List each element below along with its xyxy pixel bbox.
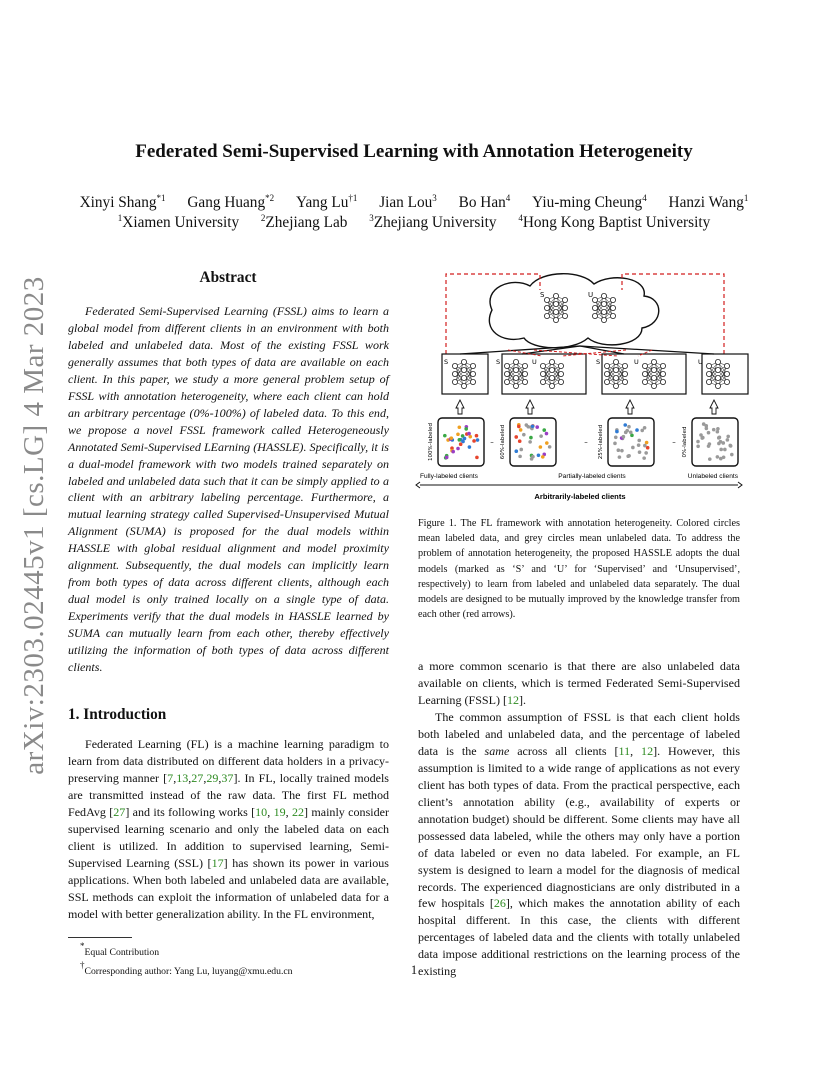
citation-link[interactable]: 26 bbox=[493, 896, 506, 911]
group-label-arbitrary: Arbitrarily-labeled clients bbox=[534, 492, 626, 501]
intro-paragraph: Federated Learning (FL) is a machine learning paradigm to learn from data distributed on different data holders in a privacy-preserving manner [7,13,27,29,37]. In FL, locally trained models are transmitted instead of the raw data. The first FL method FedAvg [27] and its following works [10, 19, 22] mainly consider supervised learning scenario and only the labeled data on each client is utilized. In addition to supervised learning, Semi-Supervised Learning (SSL) [17] has shown its power in various applications. When both labeled and unlabeled data are available, SSL methods can exploit the information of unlabeled data for a model with better generalization ability. In the FL environment, bbox=[68, 737, 389, 921]
unlabeled-data-point bbox=[716, 455, 720, 459]
unlabeled-data-point bbox=[613, 442, 617, 446]
labeled-data-point bbox=[537, 454, 541, 458]
arxiv-watermark bbox=[8, 275, 60, 775]
page-number: 1 bbox=[410, 963, 418, 977]
client-label-percent: 0%-labeled bbox=[682, 426, 688, 458]
labeled-data-point bbox=[475, 456, 479, 460]
labeled-data-point bbox=[458, 438, 462, 442]
unlabeled-data-point bbox=[643, 444, 647, 448]
model-tag: U bbox=[698, 358, 703, 366]
arrow-up-icon bbox=[526, 400, 534, 414]
labeled-data-point bbox=[464, 427, 468, 431]
server-cloud-icon bbox=[489, 274, 658, 348]
unlabeled-data-point bbox=[624, 431, 628, 435]
citation-link[interactable]: 13 bbox=[176, 770, 189, 785]
model-tag: S bbox=[444, 358, 449, 366]
unlabeled-data-point bbox=[718, 436, 722, 440]
author: Hanzi Wang$^1$ bbox=[668, 193, 749, 211]
author: Bo Han$^4$ bbox=[458, 193, 511, 211]
client-label-percent: 25%-labeled bbox=[598, 424, 604, 460]
unlabeled-data-point bbox=[723, 448, 727, 452]
labeled-data-point bbox=[542, 428, 546, 432]
unlabeled-data-point bbox=[539, 434, 543, 438]
arrow-up-icon bbox=[710, 400, 718, 414]
unlabeled-data-point bbox=[642, 456, 646, 460]
unlabeled-data-point bbox=[614, 435, 618, 439]
labeled-data-point bbox=[517, 425, 521, 429]
unlabeled-data-point bbox=[716, 427, 720, 431]
unlabeled-data-point bbox=[696, 440, 700, 444]
unlabeled-data-point bbox=[705, 427, 709, 431]
labeled-data-point bbox=[519, 428, 523, 432]
labeled-data-point bbox=[535, 425, 539, 429]
model-tag-s: S bbox=[540, 291, 545, 299]
model-tag: U bbox=[634, 358, 639, 366]
labeled-data-point bbox=[443, 434, 447, 438]
unlabeled-data-point bbox=[637, 439, 641, 443]
arxiv-id: arXiv:2303.02445v1 [cs.LG] 4 Mar 2023 bbox=[17, 275, 50, 775]
unlabeled-data-point bbox=[548, 445, 552, 449]
unlabeled-data-point bbox=[728, 444, 732, 448]
citation-link[interactable]: 11 bbox=[618, 743, 631, 758]
labeled-data-point bbox=[514, 435, 518, 439]
unlabeled-data-point bbox=[707, 444, 711, 448]
labeled-data-point bbox=[467, 432, 471, 436]
unlabeled-data-point bbox=[644, 451, 648, 455]
unlabeled-data-point bbox=[622, 435, 626, 439]
author: Yiu-ming Cheung$^4$ bbox=[532, 193, 647, 211]
model-tag: S bbox=[496, 358, 501, 366]
unlabeled-data-point bbox=[719, 440, 723, 444]
author: Gang Huang$^{*2}$ bbox=[187, 193, 275, 211]
unlabeled-data-point bbox=[716, 430, 720, 434]
unlabeled-data-point bbox=[631, 446, 635, 450]
unlabeled-data-point bbox=[637, 443, 641, 447]
section-heading-introduction: 1. Introduction bbox=[68, 706, 167, 723]
unlabeled-data-point bbox=[699, 433, 703, 437]
unlabeled-data-point bbox=[620, 449, 624, 453]
labeled-data-point bbox=[458, 425, 462, 429]
citation-link[interactable]: 27 bbox=[113, 804, 126, 819]
unlabeled-data-point bbox=[518, 455, 522, 459]
labeled-data-point bbox=[445, 456, 449, 460]
affiliation: $^1$Xiamen University bbox=[117, 213, 240, 231]
abstract-heading: Abstract bbox=[199, 269, 257, 286]
citation-link[interactable]: 7 bbox=[167, 770, 174, 785]
author: Xinyi Shang$^{*1}$ bbox=[79, 193, 166, 211]
unlabeled-data-point bbox=[626, 454, 630, 458]
dash-separator: – bbox=[490, 438, 494, 446]
arrow-left-icon bbox=[416, 482, 420, 488]
figure-1 bbox=[412, 268, 752, 504]
client-label-percent: 100%-labeled bbox=[428, 423, 434, 461]
labeled-data-point bbox=[635, 428, 639, 432]
arrow-right-icon bbox=[738, 482, 742, 488]
affiliation-list bbox=[0, 213, 828, 232]
unlabeled-data-point bbox=[525, 423, 529, 427]
unlabeled-data-point bbox=[638, 450, 642, 454]
unlabeled-data-point bbox=[702, 422, 706, 426]
unlabeled-data-point bbox=[726, 438, 730, 442]
labeled-data-point bbox=[463, 437, 467, 441]
citation-link[interactable]: 22 bbox=[291, 804, 305, 819]
citation-link[interactable]: 19 bbox=[273, 804, 286, 819]
paper-title: Federated Semi-Supervised Learning with Annotation Heterogeneity bbox=[135, 141, 693, 162]
model-tag-u: U bbox=[588, 291, 594, 299]
citation-link[interactable]: 37 bbox=[221, 770, 234, 785]
unlabeled-data-point bbox=[627, 425, 631, 429]
group-label-partial: Partially-labeled clients bbox=[558, 473, 626, 480]
upload-arrow bbox=[460, 346, 580, 354]
body-paragraph: a more common scenario is that there are also unlabeled data available on clients, which is termed Federated Semi-Supervised Learning (FSSL) [12]. bbox=[418, 659, 740, 707]
labeled-data-point bbox=[514, 449, 518, 453]
citation-link[interactable]: 12 bbox=[641, 743, 654, 758]
unlabeled-data-point bbox=[519, 448, 523, 452]
unlabeled-data-point bbox=[530, 457, 534, 461]
labeled-data-point bbox=[545, 432, 549, 436]
unlabeled-data-point bbox=[730, 453, 734, 457]
author-list bbox=[0, 193, 828, 212]
citation-link[interactable]: 12 bbox=[507, 692, 520, 707]
abstract-text: Federated Semi-Supervised Learning (FSSL) aims to learn a global model from different clients in an environment with both labeled and unlabeled data. Most of the existing FSSL work generally assumes that both types of data are available on each client. In this paper, we study a more general problem setup of FSSL with annotation heterogeneity, where each client can hold an arbitrary percentage (0%-100%) of labeled data. To this end, we propose a novel FSSL framework called Heterogeneously Annotated Semi-Supervised LEarning (HASSLE). Specifically, it is a dual-model framework with two models trained separately on labeled and unlabeled data such that it can be simply applied to a client with an arbitrary labeling percentage. Furthermore, a mutual learning strategy called Supervised-Unsupervised Mutual Alignment (SUMA) is proposed for the dual models within HASSLE with global residual alignment and model proximity alignment. Subsequently, the dual models can implicitly learn from both types of data across different clients, although each dual model is only trained locally on a single type of data. Experiments verify that the dual models in HASSLE learned by SUMA can mutually learn from each other, thereby effectively utilizing the information of both types of data across different clients. bbox=[68, 304, 389, 675]
unlabeled-data-point bbox=[719, 457, 723, 461]
client-label-percent: 60%-labeled bbox=[500, 424, 506, 460]
figure-caption: Figure 1. The FL framework with annotation heterogeneity. Colored circles mean labeled data, and grey circles mean unlabeled data. To address the problem of annotation heterogeneity, the proposed HASSLE adopts the dual models (marked as ‘S’ and ‘U’ for ‘Supervised’ and ‘Unsupervised’, respectively) to learn from labeled and unlabeled data separately. The dual models are designed to be mutually improved by the knowledge transfer from each other (red arrows). bbox=[418, 518, 740, 621]
labeled-data-point bbox=[518, 439, 522, 443]
citation-link[interactable]: 10 bbox=[255, 804, 268, 819]
labeled-data-point bbox=[541, 455, 545, 459]
affiliation: $^3$Zhejiang University bbox=[369, 213, 497, 231]
citation-link[interactable]: 29 bbox=[206, 770, 219, 785]
unlabeled-data-point bbox=[726, 435, 730, 439]
framework-diagram bbox=[412, 268, 752, 504]
unlabeled-data-point bbox=[719, 448, 723, 452]
unlabeled-data-point bbox=[712, 428, 716, 432]
dash-separator: – bbox=[584, 438, 588, 446]
citation-link[interactable]: 17 bbox=[211, 855, 224, 870]
group-label-unlabeled: Unlabeled clients bbox=[687, 473, 738, 480]
labeled-data-point bbox=[529, 436, 533, 440]
labeled-data-point bbox=[645, 441, 649, 445]
labeled-data-point bbox=[456, 447, 460, 451]
unlabeled-data-point bbox=[617, 448, 621, 452]
author: Yang Lu$^{\dagger 1}$ bbox=[295, 193, 358, 211]
footnote-rule bbox=[68, 937, 132, 938]
labeled-data-point bbox=[472, 439, 476, 443]
labeled-data-point bbox=[468, 445, 472, 449]
citation-link[interactable]: 27 bbox=[191, 770, 204, 785]
unlabeled-data-point bbox=[528, 440, 532, 444]
labeled-data-point bbox=[456, 432, 460, 436]
labeled-data-point bbox=[450, 436, 454, 440]
author: Jian Lou$^3$ bbox=[379, 193, 437, 211]
unlabeled-data-point bbox=[708, 457, 712, 461]
labeled-data-point bbox=[475, 434, 479, 438]
labeled-data-point bbox=[539, 445, 543, 449]
labeled-data-point bbox=[531, 425, 535, 429]
footnote: †Corresponding author: Yang Lu, luyang@xmu.edu.cn bbox=[80, 960, 293, 977]
unlabeled-data-point bbox=[696, 445, 700, 449]
unlabeled-data-point bbox=[522, 433, 526, 437]
model-tag: S bbox=[596, 358, 601, 366]
unlabeled-data-point bbox=[629, 430, 633, 434]
unlabeled-data-point bbox=[707, 431, 711, 435]
unlabeled-data-point bbox=[643, 426, 647, 430]
dash-separator: – bbox=[672, 438, 676, 446]
labeled-data-point bbox=[623, 423, 627, 427]
group-label-fully: Fully-labeled clients bbox=[420, 473, 478, 480]
arrow-up-icon bbox=[456, 400, 464, 414]
arrow-up-icon bbox=[626, 400, 634, 414]
labeled-data-point bbox=[615, 430, 619, 434]
affiliation: $^4$Hong Kong Baptist University bbox=[518, 213, 711, 231]
footnote: *Equal Contribution bbox=[80, 941, 160, 958]
model-tag: U bbox=[532, 358, 537, 366]
unlabeled-data-point bbox=[618, 455, 622, 459]
body-paragraph: The common assumption of FSSL is that each client holds both labeled and unlabeled data, and the percentage of labeled data is the same across all clients [11, 12]. However, this assumption is limited to a wide range of applications as not every client has both types of data. From the practical perspective, each client’s annotation ability (e.g., availability of experts or annotation budget) should be different. Some clients may have all possessed data labeled, while the others may only have a portion of data labeled or even no data labeled. For example, an FL system is designed to learn a model for the diagnosis of medical records. The experienced diagnosticians are only distributed in a few hospitals [26], which makes the annotation ability of each hospital different. In this case, the clients with different percentages of labeled data and the clients with totally unlabeled data impose additional restrictions on the learning process of the existing bbox=[418, 710, 741, 979]
labeled-data-point bbox=[545, 441, 549, 445]
labeled-data-point bbox=[476, 438, 480, 442]
labeled-data-point bbox=[451, 450, 455, 454]
affiliation: $^2$Zhejiang Lab bbox=[260, 213, 348, 231]
